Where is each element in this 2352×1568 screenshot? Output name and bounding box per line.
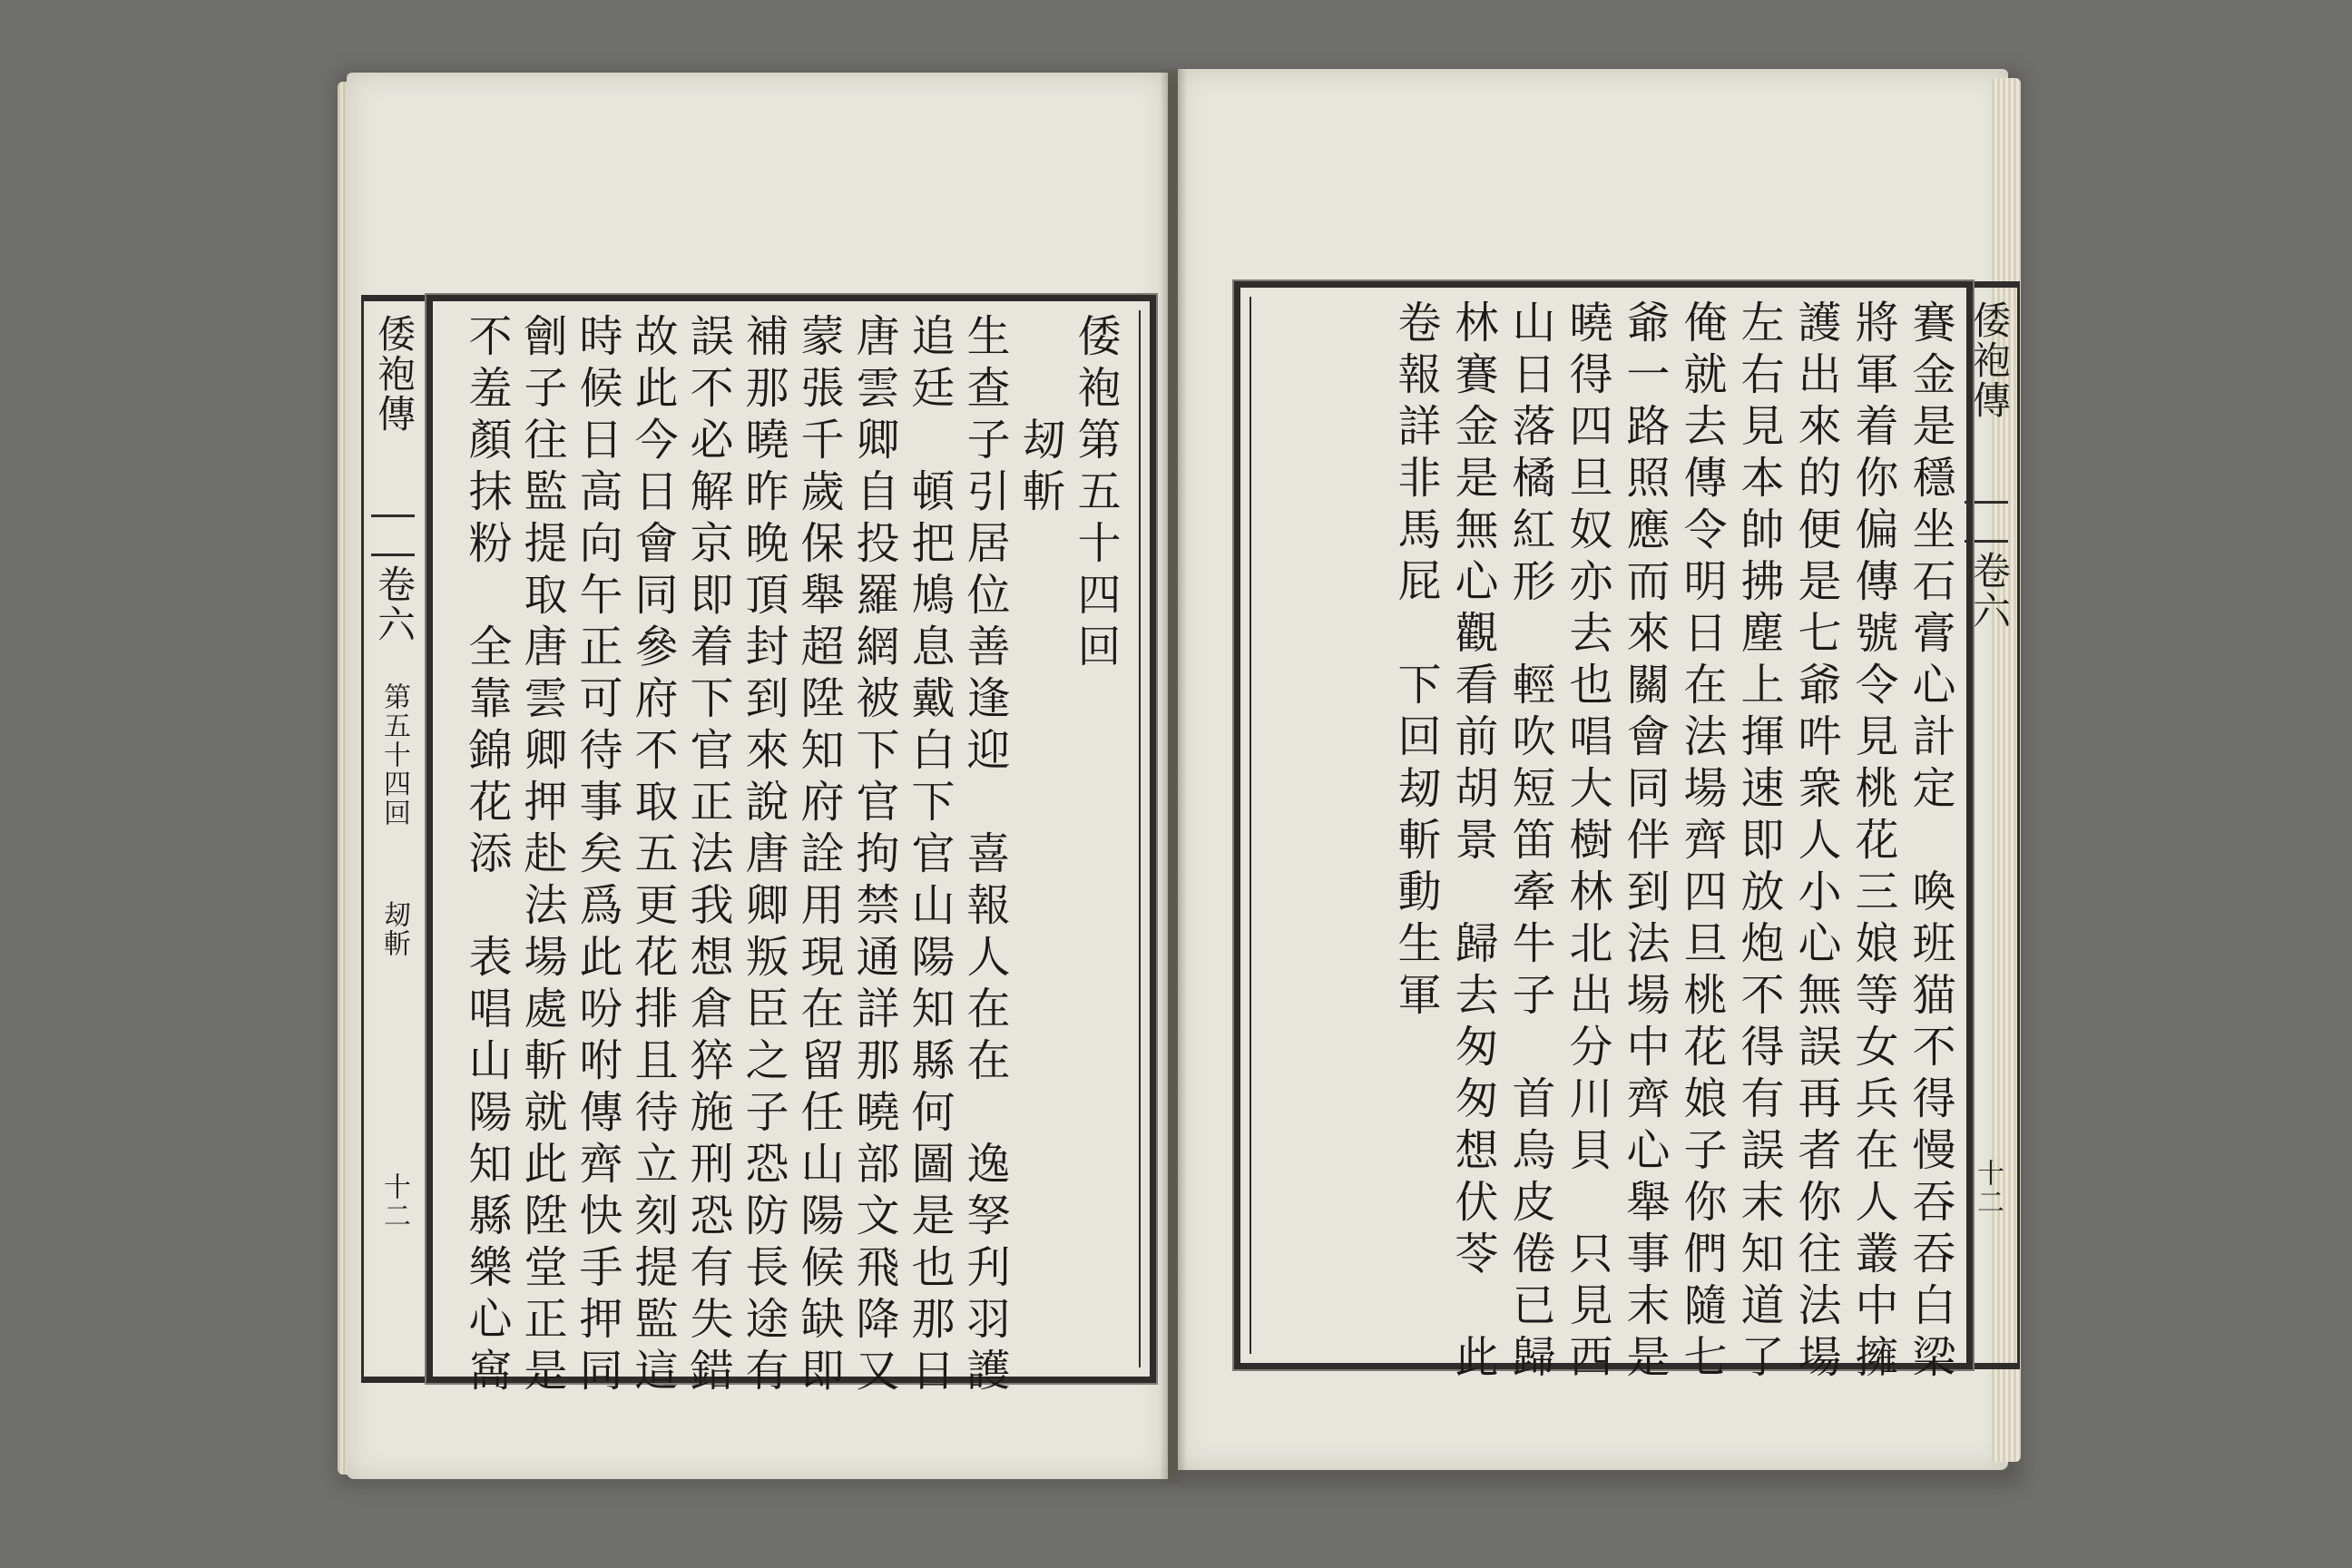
- text-column: 劊子往監提取唐雲卿押赴法場處斬就此陞堂正是: [516, 313, 567, 1399]
- text-column: 爺一路照應而來關會同伴到法場中齊心舉事末是: [1619, 299, 1670, 1386]
- banxin-title: 倭袍傳: [1967, 300, 2012, 420]
- text-column: 曉得四旦奴亦去也唱大樹林北出分川貝 只見西: [1562, 299, 1612, 1386]
- text-column: 倭袍第五十四回: [1070, 313, 1121, 675]
- text-column: 生查子引居位善逢迎 喜報人在在 逸孥刋羽護: [959, 313, 1010, 1399]
- banxin-chapter: 第五十四回: [378, 682, 410, 828]
- book-gutter: [1160, 69, 1187, 1485]
- text-column: 俺就去傳令明日在法場齊四旦桃花娘子你們隨七: [1676, 299, 1727, 1386]
- banxin-juan: 卷六: [372, 564, 416, 644]
- banxin-title: 倭袍傳: [372, 314, 416, 434]
- banxin-page-number: 十二: [1972, 1159, 2004, 1217]
- right-text-columns: [1263, 299, 1955, 1386]
- text-column: 補那曉昨晚頂封到來說唐卿叛臣之子恐防長途有: [738, 313, 789, 1399]
- text-column: 追廷 頓把鳩息戴白下官山陽知縣何圖是也那日: [904, 313, 955, 1399]
- text-column: 山日落橘紅形 輕吹短笛牽牛子 首烏皮倦已歸: [1504, 299, 1555, 1386]
- text-column: 蒙張千歲保舉超陞知府詮用現在留任山陽候缺即: [793, 313, 844, 1399]
- text-column: 誤不必解京即着下官正法我想倉猝施刑恐有失錯: [682, 313, 733, 1399]
- text-column: 卷報詳非馬屁 下回刼斬動生軍: [1390, 299, 1441, 1024]
- text-column: 將軍着你偏傳號令見桃花三娘等女兵在人叢中擁: [1847, 299, 1898, 1386]
- text-column: 刼斬: [1014, 313, 1065, 520]
- fishtail-mark: [371, 514, 415, 556]
- text-column: 不羞顏抹粉 全靠錦花添 表唱山陽知縣樂心窩: [461, 313, 512, 1399]
- text-column: 時候日高向午正可待事矣爲此吩咐傳齊快手押同: [572, 313, 622, 1399]
- left-text-columns: [446, 313, 1121, 1399]
- text-column: 故此今日會同參府不取五更花排且待立刻提監這: [627, 313, 678, 1399]
- text-column: 左右見本帥拂塵上揮速即放炮不得有誤末知道了: [1733, 299, 1784, 1386]
- text-column: 護出來的便是七爺吽衆人小心無誤再者你往法場: [1790, 299, 1841, 1386]
- banxin-juan: 卷六: [1967, 551, 2012, 631]
- banxin-chapter-name: 刼斬: [378, 900, 410, 958]
- frame-inner-rule: [1139, 310, 1141, 1367]
- text-column: 賽金是穩坐石膏心計定 喚班猫不得慢吞吞白梁: [1905, 299, 1955, 1386]
- text-column: 林賽金是無心觀看前胡景 歸去匆匆想伏苓 此: [1447, 299, 1498, 1386]
- left-banxin: [361, 295, 426, 1383]
- banxin-page-number: 十二: [378, 1172, 410, 1230]
- frame-inner-rule: [1250, 297, 1251, 1354]
- text-column: 唐雲卿自投羅網被下官拘禁通詳那曉部文飛降又: [848, 313, 899, 1399]
